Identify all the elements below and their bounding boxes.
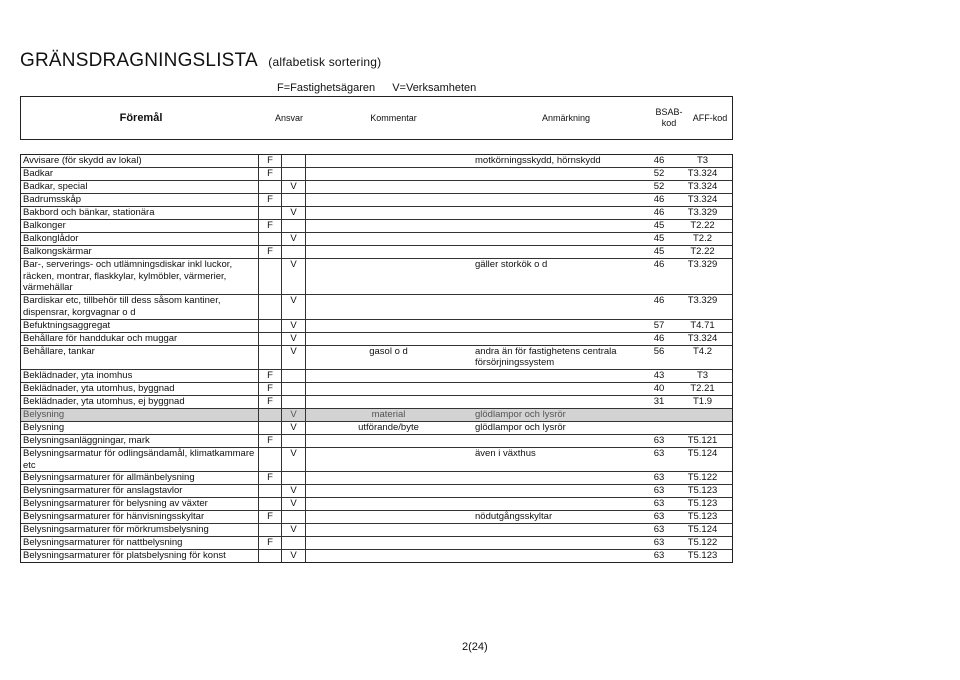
cell-kommentar bbox=[306, 485, 471, 497]
cell-kommentar bbox=[306, 370, 471, 382]
header-ansvar: Ansvar bbox=[274, 113, 303, 123]
cell-bsab: 63 bbox=[653, 550, 665, 562]
cell-foremal: Belysningsarmaturer för hänvisningsskyltar bbox=[23, 511, 205, 523]
cell-kommentar bbox=[306, 259, 471, 294]
cell-foremal: Belysning bbox=[23, 421, 65, 433]
cell-ansvar-f: F bbox=[258, 370, 282, 382]
table-row bbox=[21, 233, 732, 246]
cell-anmarkning bbox=[471, 498, 644, 510]
cell-bsab: 45 bbox=[653, 233, 665, 244]
cell-aff: T3.324 bbox=[687, 181, 718, 192]
cell-anmarkning bbox=[471, 220, 644, 232]
header-aff: AFF-kod bbox=[692, 113, 728, 123]
cell-foremal: Behållare för handdukar och muggar bbox=[23, 332, 178, 344]
cell-anmarkning bbox=[471, 550, 644, 562]
cell-aff: T5.123 bbox=[687, 550, 718, 562]
cell-bsab: 40 bbox=[653, 382, 665, 394]
cell-foremal: Belysningsarmaturer för nattbelysning bbox=[23, 537, 183, 549]
cell-foremal: Belysningsarmatur för odlingsändamål, klimatkammare etc bbox=[23, 447, 255, 471]
cell-anmarkning bbox=[471, 320, 644, 332]
cell-ansvar-f: F bbox=[258, 155, 282, 167]
cell-foremal: Balkongskärmar bbox=[23, 246, 92, 257]
cell-foremal: Belysning bbox=[23, 408, 65, 420]
cell-foremal: Badrumsskåp bbox=[23, 194, 82, 205]
cell-aff: T5.121 bbox=[687, 434, 718, 446]
header-bsab: BSAB-kod bbox=[655, 107, 683, 128]
data-table bbox=[20, 154, 733, 563]
cell-aff: T1.9 bbox=[692, 395, 712, 407]
cell-aff: T2.2 bbox=[692, 233, 712, 244]
cell-bsab: 46 bbox=[653, 155, 665, 166]
cell-ansvar-v bbox=[282, 435, 306, 447]
cell-ansvar-v: V bbox=[282, 333, 306, 345]
table-row bbox=[21, 220, 732, 233]
cell-anmarkning: glödlampor och lysrör bbox=[475, 408, 566, 420]
cell-bsab: 52 bbox=[653, 168, 665, 179]
cell-bsab: 46 bbox=[653, 295, 665, 307]
legend-v: V=Verksamheten bbox=[392, 82, 477, 94]
cell-kommentar bbox=[306, 220, 471, 232]
table-row bbox=[21, 333, 732, 346]
cell-bsab: 63 bbox=[653, 434, 665, 446]
cell-ansvar-v: V bbox=[282, 233, 306, 245]
cell-ansvar-f: F bbox=[258, 220, 282, 232]
cell-kommentar bbox=[306, 207, 471, 219]
cell-bsab: 57 bbox=[653, 319, 665, 331]
cell-kommentar bbox=[306, 155, 471, 167]
cell-aff: T2.22 bbox=[690, 220, 715, 231]
cell-foremal: Behållare, tankar bbox=[23, 345, 95, 357]
cell-ansvar-v: V bbox=[282, 422, 306, 434]
cell-kommentar bbox=[306, 435, 471, 447]
cell-bsab: 43 bbox=[653, 369, 665, 381]
cell-kommentar bbox=[306, 181, 471, 193]
cell-aff: T5.122 bbox=[687, 537, 718, 549]
cell-ansvar-v: V bbox=[282, 259, 306, 294]
cell-foremal: Balkonger bbox=[23, 220, 66, 231]
cell-aff: T3.329 bbox=[687, 259, 718, 270]
cell-aff: T5.123 bbox=[687, 511, 718, 523]
cell-ansvar-v: V bbox=[282, 181, 306, 193]
cell-anmarkning: glödlampor och lysrör bbox=[475, 421, 566, 433]
cell-foremal: Badkar, special bbox=[23, 181, 88, 192]
cell-ansvar-f bbox=[258, 409, 282, 421]
title-text: GRÄNSDRAGNINGSLISTA bbox=[20, 50, 257, 71]
cell-bsab bbox=[644, 422, 674, 434]
cell-kommentar bbox=[306, 511, 471, 523]
cell-bsab: 46 bbox=[653, 194, 665, 205]
cell-ansvar-f: F bbox=[258, 246, 282, 258]
cell-bsab: 63 bbox=[653, 485, 665, 497]
cell-aff: T3 bbox=[696, 369, 709, 381]
table-row bbox=[21, 550, 732, 562]
cell-foremal: Balkonglådor bbox=[23, 233, 79, 244]
cell-anmarkning bbox=[471, 333, 644, 345]
cell-aff: T3.329 bbox=[687, 207, 718, 218]
cell-kommentar: material bbox=[371, 408, 406, 420]
legend-f: F=Fastighetsägaren bbox=[277, 82, 376, 94]
cell-ansvar-v bbox=[282, 472, 306, 484]
cell-anmarkning: nödutgångsskyltar bbox=[475, 511, 553, 523]
cell-ansvar-f: F bbox=[258, 435, 282, 447]
table-row bbox=[21, 537, 732, 550]
cell-bsab: 46 bbox=[653, 332, 665, 344]
table-row bbox=[21, 409, 732, 422]
cell-anmarkning bbox=[471, 181, 644, 193]
cell-aff bbox=[674, 422, 731, 434]
table-row bbox=[21, 448, 732, 472]
table-row bbox=[21, 181, 732, 194]
table-row bbox=[21, 472, 732, 485]
table-row bbox=[21, 259, 732, 295]
table-row bbox=[21, 246, 732, 259]
cell-ansvar-f bbox=[258, 259, 282, 294]
cell-bsab: 52 bbox=[653, 181, 665, 192]
cell-ansvar-v bbox=[282, 383, 306, 395]
legend bbox=[277, 82, 476, 94]
header-kommentar: Kommentar bbox=[370, 113, 417, 123]
cell-kommentar bbox=[306, 498, 471, 510]
cell-anmarkning bbox=[471, 233, 644, 245]
cell-foremal: Beklädnader, yta utomhus, byggnad bbox=[23, 382, 175, 394]
cell-aff: T3.329 bbox=[687, 295, 718, 307]
cell-anmarkning bbox=[471, 485, 644, 497]
cell-ansvar-v bbox=[282, 537, 306, 549]
cell-aff: T5.124 bbox=[687, 524, 718, 536]
cell-anmarkning bbox=[471, 370, 644, 382]
cell-anmarkning bbox=[471, 537, 644, 549]
cell-ansvar-f bbox=[258, 524, 282, 536]
cell-ansvar-f bbox=[258, 233, 282, 245]
cell-anmarkning bbox=[471, 383, 644, 395]
cell-aff: T3.324 bbox=[687, 194, 718, 205]
cell-bsab bbox=[644, 409, 674, 421]
cell-ansvar-v bbox=[282, 155, 306, 167]
cell-ansvar-f bbox=[258, 207, 282, 219]
cell-kommentar bbox=[306, 383, 471, 395]
cell-aff bbox=[674, 409, 731, 421]
cell-anmarkning bbox=[471, 435, 644, 447]
cell-bsab: 31 bbox=[653, 395, 665, 407]
table-row bbox=[21, 320, 732, 333]
cell-kommentar bbox=[306, 333, 471, 345]
cell-ansvar-f: F bbox=[258, 194, 282, 206]
table-row bbox=[21, 155, 732, 168]
cell-aff: T3.324 bbox=[687, 332, 718, 344]
cell-ansvar-v bbox=[282, 168, 306, 180]
cell-kommentar bbox=[306, 320, 471, 332]
table-row bbox=[21, 295, 732, 319]
cell-ansvar-f: F bbox=[258, 472, 282, 484]
cell-ansvar-f: F bbox=[258, 511, 282, 523]
cell-aff: T2.21 bbox=[690, 382, 715, 394]
cell-foremal: Belysningsarmaturer för platsbelysning för konst bbox=[23, 550, 226, 562]
cell-kommentar bbox=[306, 168, 471, 180]
table-row bbox=[21, 194, 732, 207]
cell-bsab: 63 bbox=[653, 498, 665, 510]
cell-kommentar: utförande/byte bbox=[358, 421, 419, 433]
page-number: 2(24) bbox=[462, 641, 488, 653]
cell-ansvar-v bbox=[282, 370, 306, 382]
cell-ansvar-v: V bbox=[282, 295, 306, 318]
cell-ansvar-f bbox=[258, 295, 282, 318]
cell-ansvar-f bbox=[258, 320, 282, 332]
cell-aff: T5.122 bbox=[687, 472, 718, 484]
cell-ansvar-f bbox=[258, 498, 282, 510]
cell-anmarkning: gäller storkök o d bbox=[475, 259, 548, 270]
cell-ansvar-v bbox=[282, 220, 306, 232]
cell-bsab: 46 bbox=[653, 259, 665, 270]
title-subtitle: (alfabetisk sortering) bbox=[268, 55, 382, 69]
cell-ansvar-f bbox=[258, 485, 282, 497]
cell-kommentar bbox=[306, 524, 471, 536]
cell-anmarkning: andra än för fastighetens centrala försörjningssystem bbox=[475, 345, 617, 369]
cell-kommentar bbox=[306, 295, 471, 318]
cell-foremal: Beklädnader, yta utomhus, ej byggnad bbox=[23, 395, 185, 407]
cell-ansvar-v: V bbox=[282, 485, 306, 497]
cell-aff: T5.123 bbox=[687, 485, 718, 497]
cell-kommentar: gasol o d bbox=[369, 345, 408, 357]
cell-anmarkning bbox=[471, 207, 644, 219]
cell-anmarkning: motkörningsskydd, hörnskydd bbox=[475, 155, 601, 166]
cell-ansvar-f bbox=[258, 333, 282, 345]
table-row bbox=[21, 207, 732, 220]
cell-aff: T4.71 bbox=[690, 319, 715, 331]
table-row bbox=[21, 370, 732, 383]
table-row bbox=[21, 422, 732, 435]
cell-anmarkning bbox=[471, 295, 644, 318]
header-foremal: Föremål bbox=[119, 112, 163, 124]
cell-aff: T5.124 bbox=[687, 447, 718, 459]
cell-bsab: 63 bbox=[653, 537, 665, 549]
cell-kommentar bbox=[306, 472, 471, 484]
table-row bbox=[21, 383, 732, 396]
cell-bsab: 46 bbox=[653, 207, 665, 218]
cell-ansvar-f bbox=[258, 422, 282, 434]
cell-bsab: 56 bbox=[653, 345, 665, 357]
cell-foremal: Bakbord och bänkar, stationära bbox=[23, 207, 155, 218]
cell-foremal: Belysningsarmaturer för belysning av växter bbox=[23, 498, 208, 510]
cell-aff: T4.2 bbox=[692, 345, 712, 357]
cell-ansvar-f: F bbox=[258, 396, 282, 408]
cell-ansvar-v: V bbox=[282, 320, 306, 332]
cell-anmarkning bbox=[471, 194, 644, 206]
cell-ansvar-f bbox=[258, 550, 282, 562]
cell-foremal: Avvisare (för skydd av lokal) bbox=[23, 155, 142, 166]
cell-ansvar-v bbox=[282, 194, 306, 206]
page-title bbox=[20, 50, 381, 72]
table-row bbox=[21, 168, 732, 181]
cell-kommentar bbox=[306, 246, 471, 258]
cell-foremal: Belysningsarmaturer för allmänbelysning bbox=[23, 472, 195, 484]
cell-anmarkning bbox=[471, 524, 644, 536]
table-row bbox=[21, 346, 732, 370]
cell-ansvar-v bbox=[282, 396, 306, 408]
cell-foremal: Bardiskar etc, tillbehör till dess såsom kantiner, dispensrar, korgvagnar o d bbox=[23, 295, 221, 318]
cell-ansvar-v: V bbox=[282, 448, 306, 471]
cell-ansvar-v: V bbox=[282, 409, 306, 421]
cell-aff: T5.123 bbox=[687, 498, 718, 510]
cell-ansvar-f: F bbox=[258, 383, 282, 395]
cell-kommentar bbox=[306, 396, 471, 408]
cell-ansvar-v: V bbox=[282, 524, 306, 536]
cell-ansvar-f bbox=[258, 448, 282, 471]
table-row bbox=[21, 435, 732, 448]
cell-anmarkning bbox=[471, 472, 644, 484]
cell-ansvar-f bbox=[258, 181, 282, 193]
cell-kommentar bbox=[306, 194, 471, 206]
cell-ansvar-v bbox=[282, 246, 306, 258]
cell-bsab: 45 bbox=[653, 220, 665, 231]
cell-ansvar-v: V bbox=[282, 346, 306, 369]
cell-aff: T3 bbox=[696, 155, 709, 166]
table-row bbox=[21, 485, 732, 498]
cell-kommentar bbox=[306, 233, 471, 245]
cell-aff: T3.324 bbox=[687, 168, 718, 179]
cell-foremal: Badkar bbox=[23, 168, 54, 179]
header-anmarkning: Anmärkning bbox=[541, 113, 591, 123]
cell-kommentar bbox=[306, 550, 471, 562]
table-row bbox=[21, 396, 732, 409]
cell-anmarkning bbox=[471, 396, 644, 408]
cell-aff: T2.22 bbox=[690, 246, 715, 257]
cell-bsab: 63 bbox=[653, 511, 665, 523]
cell-foremal: Befuktningsaggregat bbox=[23, 319, 111, 331]
cell-ansvar-v bbox=[282, 511, 306, 523]
cell-ansvar-f: F bbox=[258, 537, 282, 549]
cell-foremal: Beklädnader, yta inomhus bbox=[23, 369, 133, 381]
table-header bbox=[20, 96, 733, 140]
cell-ansvar-v: V bbox=[282, 498, 306, 510]
table-row bbox=[21, 524, 732, 537]
cell-anmarkning: även i växthus bbox=[475, 447, 536, 459]
table-row bbox=[21, 498, 732, 511]
cell-foremal: Belysningsarmaturer för mörkrumsbelysning bbox=[23, 524, 209, 536]
cell-foremal: Belysningsarmaturer för anslagstavlor bbox=[23, 485, 183, 497]
cell-bsab: 63 bbox=[653, 472, 665, 484]
cell-anmarkning bbox=[471, 246, 644, 258]
cell-kommentar bbox=[306, 537, 471, 549]
cell-ansvar-v: V bbox=[282, 207, 306, 219]
cell-bsab: 63 bbox=[653, 524, 665, 536]
cell-ansvar-v: V bbox=[282, 550, 306, 562]
cell-ansvar-f: F bbox=[258, 168, 282, 180]
cell-kommentar bbox=[306, 448, 471, 471]
table-row bbox=[21, 511, 732, 524]
cell-foremal: Bar-, serverings- och utlämningsdiskar inkl luckor, räcken, montrar, flaskkylar, kylmöbler, värmerier, värmehällar bbox=[23, 259, 233, 294]
cell-bsab: 45 bbox=[653, 246, 665, 257]
cell-anmarkning bbox=[471, 168, 644, 180]
cell-foremal: Belysningsanläggningar, mark bbox=[23, 434, 150, 446]
cell-bsab: 63 bbox=[653, 447, 665, 459]
cell-ansvar-f bbox=[258, 346, 282, 369]
